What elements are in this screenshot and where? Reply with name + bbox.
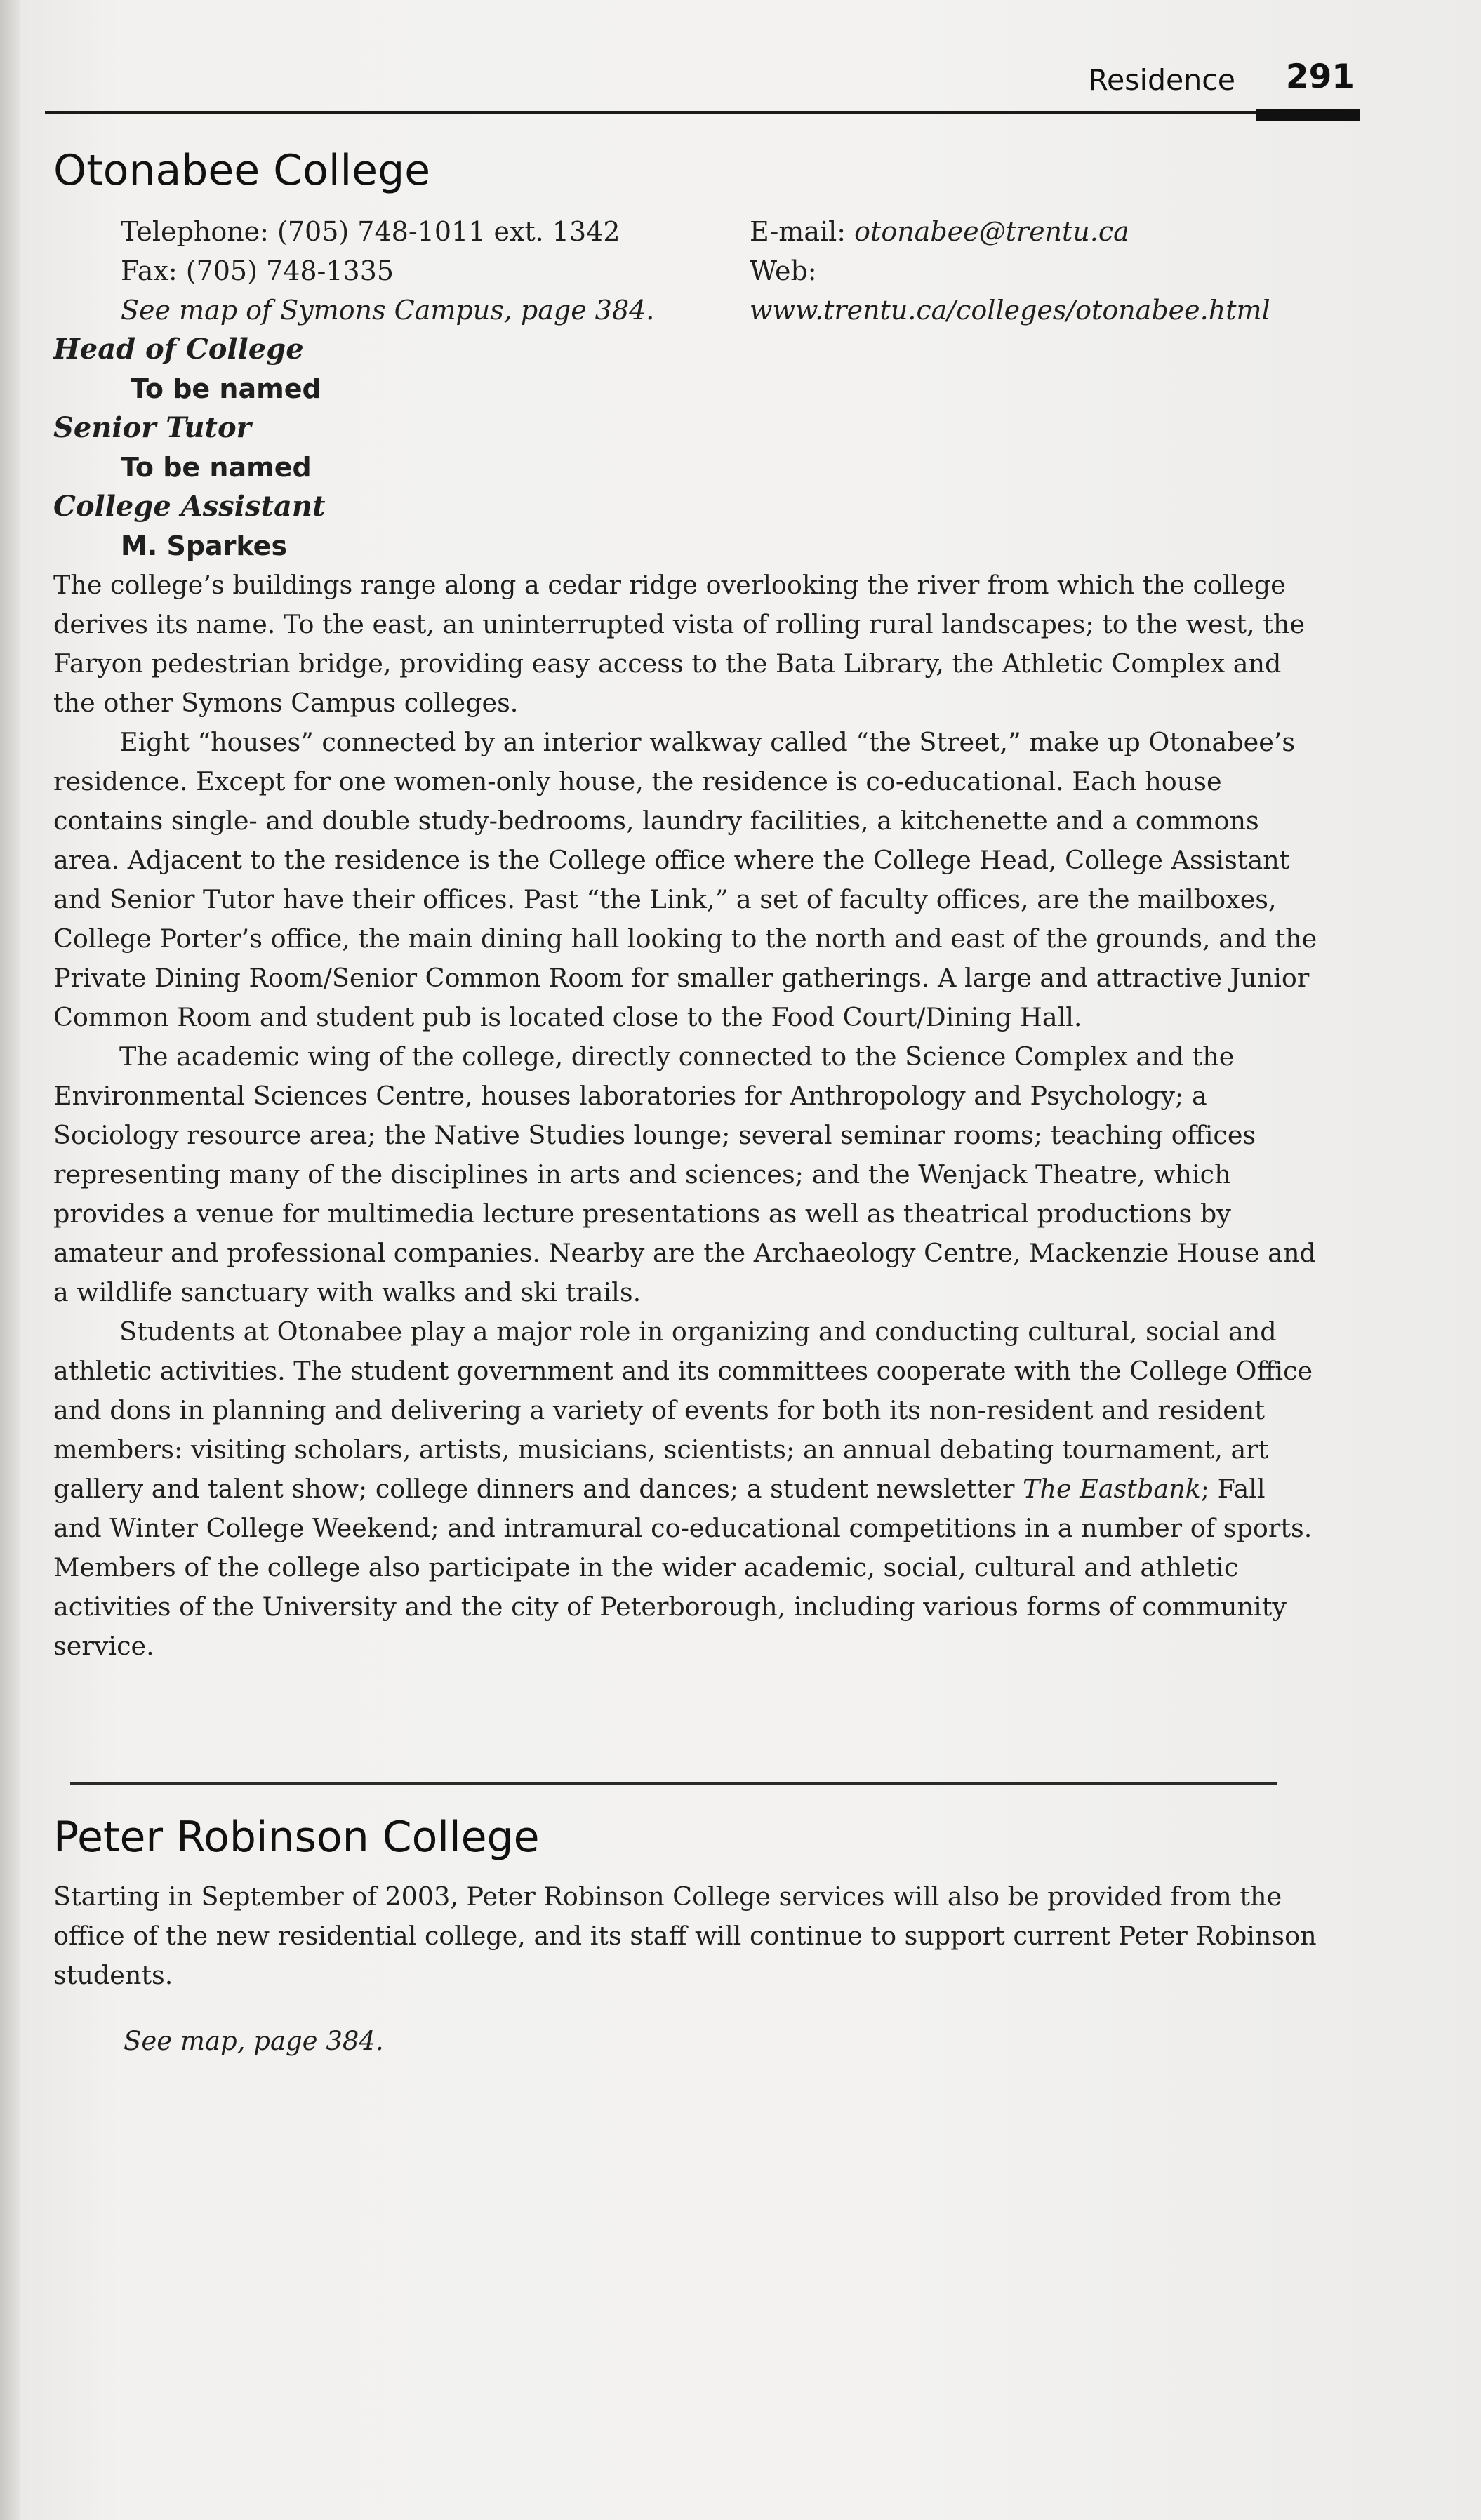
otonabee-paragraph-4	[53, 1312, 1320, 1666]
otonabee-paragraph-1: The college’s buildings range along a cedar ridge overlooking the river from which the college derives its name. To the east, an uninterrupted vista of rolling rural landscapes; to the west, the Faryon pedestrian bridge, providing easy access to the Bata Library, the Athletic Complex and the other Symons Campus colleges.	[53, 570, 1305, 718]
role-assistant-name: M. Sparkes	[121, 531, 288, 561]
binding-shadow	[0, 0, 20, 2520]
role-head-label: Head of College	[53, 333, 304, 366]
peter-robinson-title: Peter Robinson College	[53, 1813, 540, 1862]
otonabee-section	[53, 147, 1320, 1666]
header-rule	[45, 111, 1360, 114]
map-note: See map of Symons Campus, page 384.	[121, 295, 655, 326]
otonabee-title: Otonabee College	[53, 146, 431, 195]
otonabee-contact	[121, 212, 1320, 330]
peter-robinson-paragraph: Starting in September of 2003, Peter Robinson College services will also be provided from the office of the new residential college, and its staff will continue to support current Peter Robinson students.	[53, 1881, 1317, 1990]
section-divider	[70, 1782, 1277, 1785]
email-label: E-mail:	[750, 216, 855, 247]
paragraph-4-start: Students at Otonabee play a major role in organizing and conducting cultural, social and athletic activities. The student government and its committees cooperate with the College Office and dons in planning and delivering a variety of events for both its non-resident and resident members: visiting scholars, artists, musicians, scientists; an annual debating tournament, art gallery and talent show; college dinners and dances; a student newsletter	[53, 1316, 1313, 1504]
running-head	[737, 58, 1355, 107]
role-head-name: To be named	[131, 373, 321, 404]
role-assistant-label: College Assistant	[53, 490, 326, 523]
fax: Fax: (705) 748-1335	[121, 255, 394, 286]
peter-robinson-section	[53, 1814, 1320, 2087]
header-rule-tab	[1256, 109, 1360, 121]
paragraph-4-end: ; Fall and Winter College Weekend; and intramural co-educational competitions in a number of sports. Members of the college also participate in the wider academic, social, cultural and athletic activities of the University and the city of Peterborough, including various forms of community service.	[53, 1474, 1313, 1661]
peter-robinson-map-note: See map, page 384.	[124, 2026, 384, 2056]
web-line	[750, 251, 1320, 330]
email-address: otonabee@trentu.ca	[854, 216, 1129, 247]
otonabee-paragraph-2: Eight “houses” connected by an interior walkway called “the Street,” make up Otonabee’s residence. Except for one women-only house, the residence is co-educational. Each house contains single- and double study-bedrooms, laundry facilities, a kitchenette and a commons area. Adjacent to the residence is the College office where the College Head, College Assistant and Senior Tutor have their offices. Past “the Link,” a set of faculty offices, are the mailboxes, College Porter’s office, the main dining hall looking to the north and east of the grounds, and the Private Dining Room/Senior Common Room for smaller gatherings. A large and attractive Junior Common Room and student pub is located close to the Food Court/Dining Hall.	[53, 727, 1317, 1032]
page-number: 291	[1285, 58, 1355, 96]
newsletter-title: The Eastbank	[1023, 1474, 1201, 1504]
otonabee-paragraph-3: The academic wing of the college, directly connected to the Science Complex and the Environmental Sciences Centre, houses laboratories for Anthropology and Psychology; a Sociology resource area; the Native Studies lounge; several seminar rooms; teaching offices representing many of the disciplines in arts and sciences; and the Wenjack Theatre, which provides a venue for multimedia lecture presentations as well as theatrical productions by amateur and professional companies. Nearby are the Archaeology Centre, Mackenzie House and a wildlife sanctuary with walks and ski trails.	[53, 1041, 1316, 1307]
role-tutor-label: Senior Tutor	[53, 411, 251, 444]
contact-online	[750, 212, 1320, 330]
web-label: Web:	[750, 255, 817, 286]
role-tutor-name: To be named	[121, 452, 312, 483]
telephone: Telephone: (705) 748-1011 ext. 1342	[121, 216, 620, 247]
web-address: www.trentu.ca/colleges/otonabee.html	[750, 295, 1270, 326]
running-head-section: Residence	[1088, 63, 1235, 97]
email-line	[750, 212, 1320, 251]
